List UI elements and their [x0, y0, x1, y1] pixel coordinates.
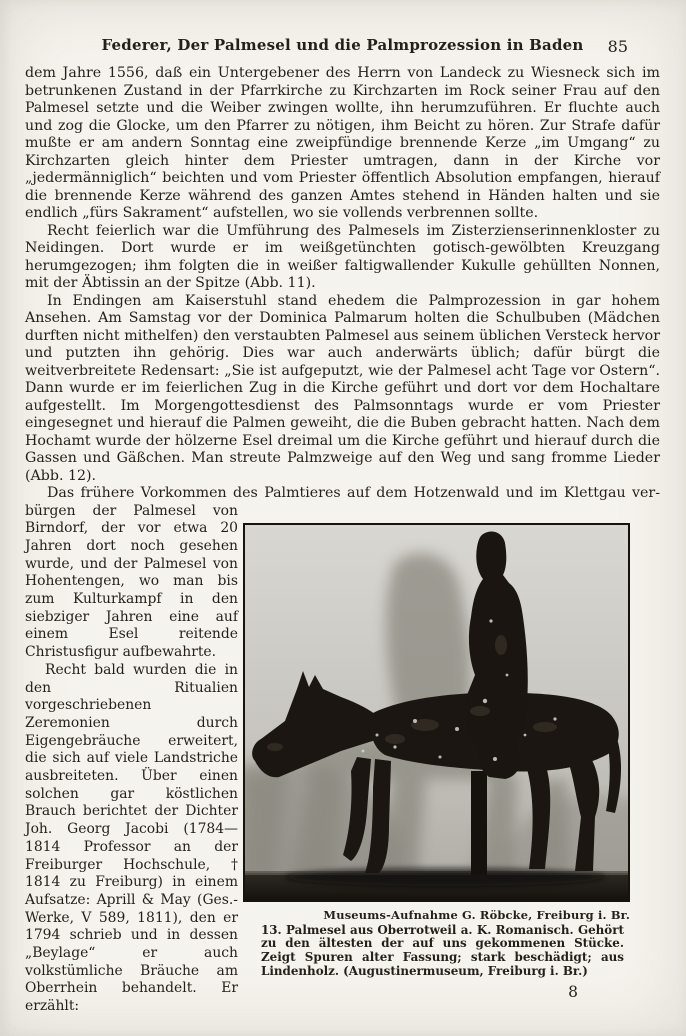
paragraph-hotzenwald-rest: bürgen der Palmesel von Birndorf, der vor etwa 20 Jahren dort noch gesehen wurde, und der Palmesel von Hohentengen, wo man bis zum Kulturkampf in den siebziger Jahren eine auf einem Esel reitende Christusfigur aufbewahrte. [25, 502, 238, 661]
page-number: 85 [607, 37, 628, 56]
palmesel-figure [243, 523, 630, 1001]
paragraph-neidingen: Recht feierlich war die Umführung des Palmesels im Zisterzienserinnenkloster zu Neidingen. Dort wurde er im weißgetünchten gotisch-gewölbten Kreuzgang herumgezogen; ihm folgten die in weißer faltigwallender Kukulle gehüllten Nonnen, mit der Äbtissin an der Spitze (Abb. 11). [25, 222, 660, 291]
signature-mark: 8 [568, 982, 578, 1001]
figure-column [238, 503, 660, 1001]
palmesel-photo [243, 523, 630, 902]
paragraph-jacobi: Recht bald wurden die in den Ritualien vorgeschriebenen Zeremonien durch Eigengebräuche erweitert, die sich auf viele Landstriche ausbreiteten. Über einen solchen gar köstlichen Brauch berichtet der Dichter Joh. Georg Jacobi (1784—1814 Professor an der Freiburger Hochschule, † 1814 zu Freiburg) in einem Aufsatze: Aprill & May (Ges.-Werke, V 589, 1811), den er 1794 schrieb und in dessen „Beylage“ er auch volkstümliche Bräuche am Oberrhein behandelt. Er erzählt: [25, 661, 238, 1015]
paragraph-hotzenwald-lead: Das frühere Vorkommen des Palmtieres auf dem Hotzenwald und im Klettgau ver- [47, 485, 660, 501]
figure-caption [261, 924, 624, 979]
support-post [471, 771, 487, 875]
palmesel-photo-art [245, 525, 628, 900]
photo-credit: Museums-Aufnahme G. Röbcke, Freiburg i. Br. [323, 907, 630, 922]
figure-caption-number: 13. Palmesel aus Oberrotweil a. K. [261, 922, 492, 937]
paragraph-continuation: dem Jahre 1556, daß ein Untergebener des Herrn von Landeck zu Wiesneck sich im betrunkenen Zustand in der Pfarrkirche zu Kirchzarten im Rock seiner Frau auf den Palmesel setzte und die Weiber zwingen wollte, ihn herumzuführen. Er fluchte auch und zog die Glocke, um den Pfarrer zu nötigen, ihm Beicht zu hören. Zur Strafe dafür mußte er am andern Sonntag eine zweipfündige brennende Kerze „im Umgang“ zu Kirchzarten gleich hinter dem Priester umtragen, dann in der Kirche vor „jedermänniglich“ beichten und vom Priester öffentlich Absolution empfangen, hierauf die brennende Kerze während des ganzen Amtes stehend in Händen halten und sie endlich „fürs Sakrament“ aufstellen, wo sie vollends verbrennen sollte. [25, 65, 660, 221]
left-text-column [25, 503, 238, 1016]
paragraph-endingen: In Endingen am Kaiserstuhl stand ehedem die Palmprozession in gar hohem Ansehen. Am Samstag vor der Dominica Palmarum holten die Schulbuben (Mädchen durften nicht mithelfen) den verstaubten Palmesel aus seinem üblichen Versteck hervor und putzten ihn gehörig. Dies war auch anderwärts üblich; dafür bürgt die weitverbreitete Redensart: „Sie ist aufgeputzt, wie der Palmesel acht Tage vor Ostern“. Dann wurde er im feierlichen Zug in die Kirche geführt und dort vor dem Hochaltare aufgestellt. Im Morgengottesdienst des Palmsonntags wurde er vom Priester eingesegnet und hierauf die Palmen geweiht, die die Buben gebracht hatten. Nach dem Hochamt wurde der hölzerne Esel dreimal um die Kirche geführt und hierauf durch die Gassen und Gäßchen. Man streute Palmzweige auf den Weg und sang fromme Lieder (Abb. 12). [25, 292, 660, 484]
figure-caption-text: Romanisch. Gehört zu den ältesten der auf uns gekommenen Stücke. Zeigt Spuren alter Fassung; stark beschädigt; aus Lindenholz. (Augustinermuseum, Freiburg i. Br.) [261, 922, 624, 978]
two-column-section [25, 503, 660, 1016]
running-header-title: Federer, Der Palmesel und die Palmprozession in Baden [101, 36, 584, 54]
floor-shadow [285, 868, 605, 886]
running-header [25, 36, 660, 54]
main-text [25, 65, 660, 1016]
